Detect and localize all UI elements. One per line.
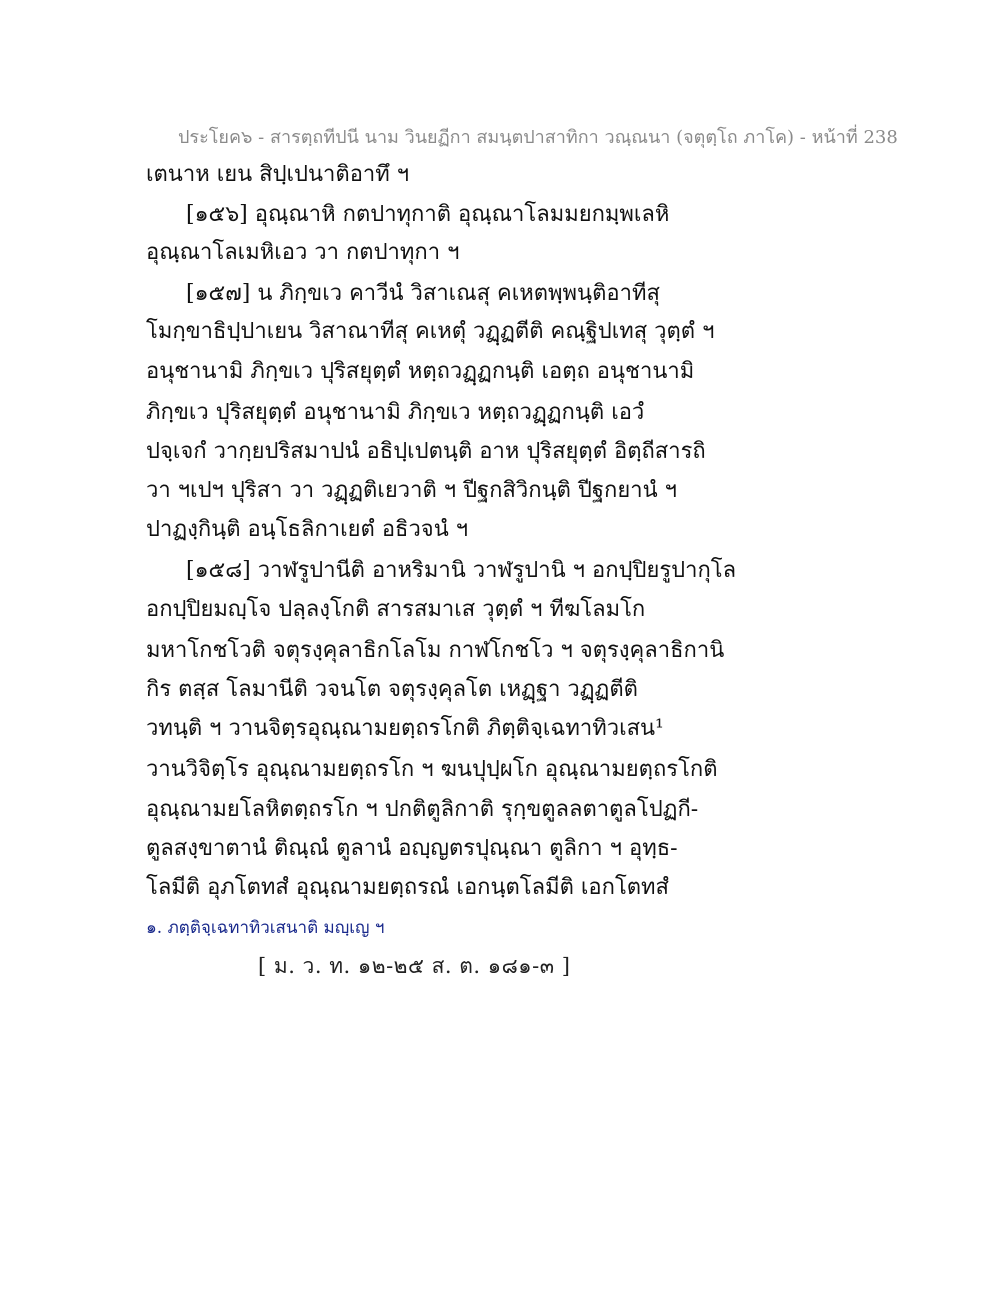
text-line: วา ฯเปฯ ปุริสา วา วฏฺฏติเยวาติ ฯ ปีฐกสิวิกนฺติ ปีฐกยานํ ฯ [146, 478, 677, 503]
text-line: วทนฺติ ฯ วานจิตฺรอุณฺณามยตฺถรโกติ ภิตฺติจฺเฉทาทิวเสน¹ [146, 716, 664, 741]
text-line: [๑๕๖] อุณฺณาหิ กตปาทุกาติ อุณฺณาโลมมยกมฺพเลหิ [186, 202, 670, 227]
text-line: อกปฺปิยมญฺโจ ปลฺลงฺโกติ สารสมาเส วุตฺตํ ฯ ทีฆโลมโก [146, 597, 646, 622]
text-line: วานวิจิตฺโร อุณฺณามยตฺถรโก ฯ ฆนปุปฺผโก อุณฺณามยตฺถรโกติ [146, 757, 718, 782]
text-line: ปาฏงฺกินฺติ อนฺโธลิกาเยตํ อธิวจนํ ฯ [146, 517, 469, 542]
text-line: กิร ตสฺส โลมานีติ วจนโต จตุรงฺคุลโต เหฏฺฐา วฏฺฏตีติ [146, 677, 638, 702]
text-line: มหาโกชโวติ จตุรงฺคุลาธิกโลโม กาฬโกชโว ฯ จตุรงฺคุลาธิกานิ [146, 638, 725, 663]
text-line: ภิกฺขเว ปุริสยุตฺตํ อนุชานามิ ภิกฺขเว หตฺถวฏฺฏกนฺติ เอวํ [146, 400, 645, 425]
text-line: อุณฺณาโลเมหิเอว วา กตปาทุกา ฯ [146, 240, 460, 265]
text-line: อุณฺณามยโลหิตตฺถรโก ฯ ปกติตูลิกาติ รุกฺขตูลลตาตูลโปฏกี- [146, 797, 699, 822]
text-line: ปจฺเจกํ วากฺยปริสมาปนํ อธิปฺเปตนฺติ อาห ปุริสยุตฺตํ อิตฺถีสารถิ [146, 439, 706, 464]
text-line: โลมีติ อุภโตทสํ อุณฺณามยตฺถรณํ เอกนฺตโลมีติ เอกโตทสํ [146, 875, 669, 900]
text-line: ตูลสงฺขาตานํ ติณฺณํ ตูลานํ อญฺญตรปุณฺณา ตูลิกา ฯ อุทฺธ- [146, 836, 678, 861]
footnote: ๑. ภตฺติจฺเฉทาทิวเสนาติ มญฺเญ ฯ [146, 918, 385, 938]
text-line: เตนาห เยน สิปฺเปนาติอาทึ ฯ [146, 162, 410, 187]
reference-citation: [ ม. ว. ท. ๑๒-๒๕ ส. ต. ๑๘๑-๓ ] [258, 954, 571, 978]
text-line: อนุชานามิ ภิกฺขเว ปุริสยุตฺตํ หตฺถวฏฺฏกนฺติ เอตฺถ อนุชานามิ [146, 359, 695, 384]
text-line: โมกฺขาธิปฺปาเยน วิสาณาทีสุ คเหตุํ วฏฺฏตีติ คณฺฐิปเทสุ วุตฺตํ ฯ [146, 319, 715, 344]
text-line: [๑๕๗] น ภิกฺขเว คาวีนํ วิสาเณสุ คเหตพฺพนฺติอาทีสุ [186, 281, 660, 306]
running-header: ประโยค๖ - สารตฺถทีปนี นาม วินยฏีกา สมนฺตปาสาทิกา วณฺณนา (จตุตฺโถ ภาโค) - หน้าที่ 238 [178, 127, 898, 148]
text-line: [๑๕๘] วาฬรูปานีติ อาหริมานิ วาฬรูปานิ ฯ อกปฺปิยรูปากุโล [186, 558, 737, 583]
